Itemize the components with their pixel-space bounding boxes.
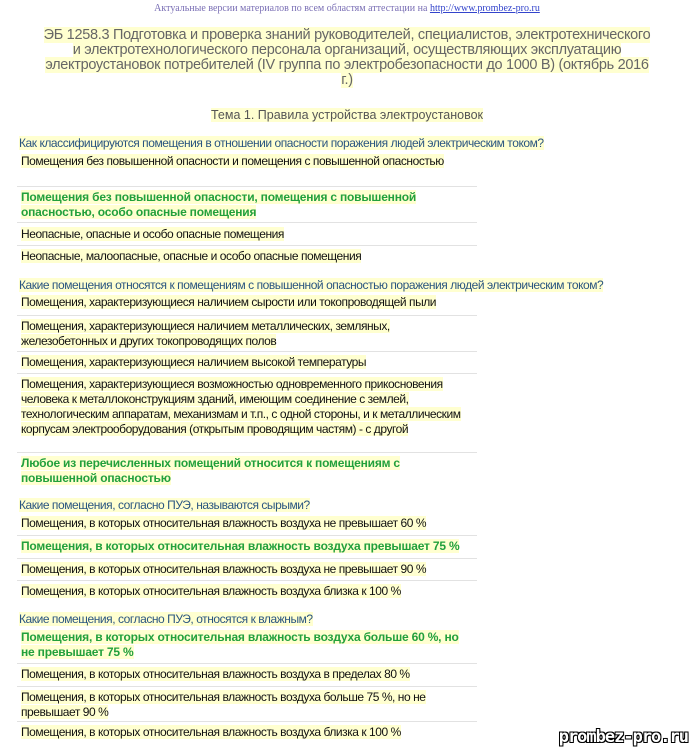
answer-option[interactable]	[17, 584, 477, 599]
divider	[17, 315, 477, 316]
answer-label: Помещения, в которых относительная влажность воздуха больше 75 %, но не превышает 90 %	[21, 690, 426, 719]
answer-label: Помещения, в которых относительная влажность воздуха больше 60 %, но не превышает 75 %	[21, 630, 459, 659]
answer-label: Помещения, характеризующиеся наличием сырости или токопроводящей пыли	[21, 295, 437, 309]
topic-text: Тема 1. Правила устройства электроустановок	[210, 108, 484, 122]
answer-label: Помещения, в которых относительная влажность воздуха близка к 100 %	[21, 584, 401, 598]
question-label: Как классифицируются помещения в отношении опасности поражения людей электрическим током?	[19, 136, 544, 150]
answer-option[interactable]	[17, 516, 477, 531]
answer-option[interactable]	[17, 227, 477, 242]
notice-text: Актуальные версии материалов по всем областям аттестации на	[154, 3, 428, 14]
answer-option-correct[interactable]	[17, 190, 477, 220]
answer-option[interactable]	[17, 667, 477, 682]
answer-label: Помещения, характеризующиеся наличием высокой температуры	[21, 355, 367, 369]
answer-label: Помещения, в которых относительная влажность воздуха не превышает 60 %	[21, 516, 427, 530]
answer-option[interactable]	[17, 319, 477, 349]
divider	[17, 721, 477, 722]
document-title	[40, 28, 654, 88]
question-text	[19, 136, 544, 150]
divider	[17, 245, 477, 246]
answer-option[interactable]	[17, 295, 477, 310]
answer-label: Неопасные, малоопасные, опасные и особо опасные помещения	[21, 249, 362, 263]
answer-label: Помещения без повышенной опасности, помещения с повышенной опасностью, особо опасные помещения	[21, 190, 417, 219]
divider	[17, 452, 477, 453]
question-text	[19, 278, 603, 292]
divider	[17, 663, 477, 664]
divider	[17, 373, 477, 374]
question-text	[19, 612, 313, 626]
answer-label: Помещения, в которых относительная влажность воздуха превышает 75 %	[21, 539, 460, 553]
answer-option-correct[interactable]	[17, 630, 477, 660]
header-notice	[0, 3, 694, 14]
answer-option[interactable]	[17, 377, 477, 437]
question-label: Какие помещения, согласно ПУЭ, относятся к влажным?	[19, 612, 313, 626]
answer-option-correct[interactable]	[17, 456, 477, 486]
answer-label: Помещения, в которых относительная влажность воздуха близка к 100 %	[21, 725, 401, 739]
answer-label: Помещения, характеризующиеся наличием металлических, земляных, железобетонных и других токопроводящих полов	[21, 319, 390, 348]
divider	[17, 222, 477, 223]
divider	[17, 186, 477, 187]
answer-label: Помещения, в которых относительная влажность воздуха в пределах 80 %	[21, 667, 410, 681]
title-text: ЭБ 1258.3 Подготовка и проверка знаний руководителей, специалистов, электротехнического и электротехнологического персонала организаций, осуществляющих эксплуатацию электроустановок потребителей (IV группа по электробезопасности до 1000 В) (октябрь 2016 г.)	[43, 27, 651, 88]
divider	[17, 351, 477, 352]
answer-option[interactable]	[17, 690, 477, 720]
question-text	[19, 498, 310, 512]
site-link[interactable]: http://www.prombez-pro.ru	[429, 3, 540, 14]
watermark: prombez-pro.ru	[558, 727, 688, 747]
answer-label: Помещения без повышенной опасности и помещения с повышенной опасностью	[21, 154, 444, 168]
answer-label: Любое из перечисленных помещений относится к помещениям с повышенной опасностью	[21, 456, 400, 485]
answer-label: Помещения, в которых относительная влажность воздуха не превышает 90 %	[21, 562, 427, 576]
divider	[17, 686, 477, 687]
divider	[17, 580, 477, 581]
answer-label: Помещения, характеризующиеся возможностью одновременного прикосновения человека к металлоконструкциям зданий, имеющим соединение с землей, технологическим аппаратам, механизмам и т.п., с одной стороны, и к металлическим корпусам электрооборудования (открытым проводящим частям) - с другой	[21, 377, 461, 436]
answer-option[interactable]	[17, 249, 477, 264]
answer-option-correct[interactable]	[17, 539, 477, 554]
answer-option[interactable]	[17, 355, 477, 370]
divider	[17, 535, 477, 536]
question-label: Какие помещения, согласно ПУЭ, называются сырыми?	[19, 498, 310, 512]
question-label: Какие помещения относятся к помещениям с повышенной опасностью поражения людей электрическим током?	[19, 278, 604, 292]
divider	[17, 558, 477, 559]
answer-option[interactable]	[17, 154, 477, 169]
topic-heading	[0, 108, 694, 122]
answer-label: Неопасные, опасные и особо опасные помещения	[21, 227, 284, 241]
answer-option[interactable]	[17, 562, 477, 577]
answer-option[interactable]	[17, 725, 477, 740]
